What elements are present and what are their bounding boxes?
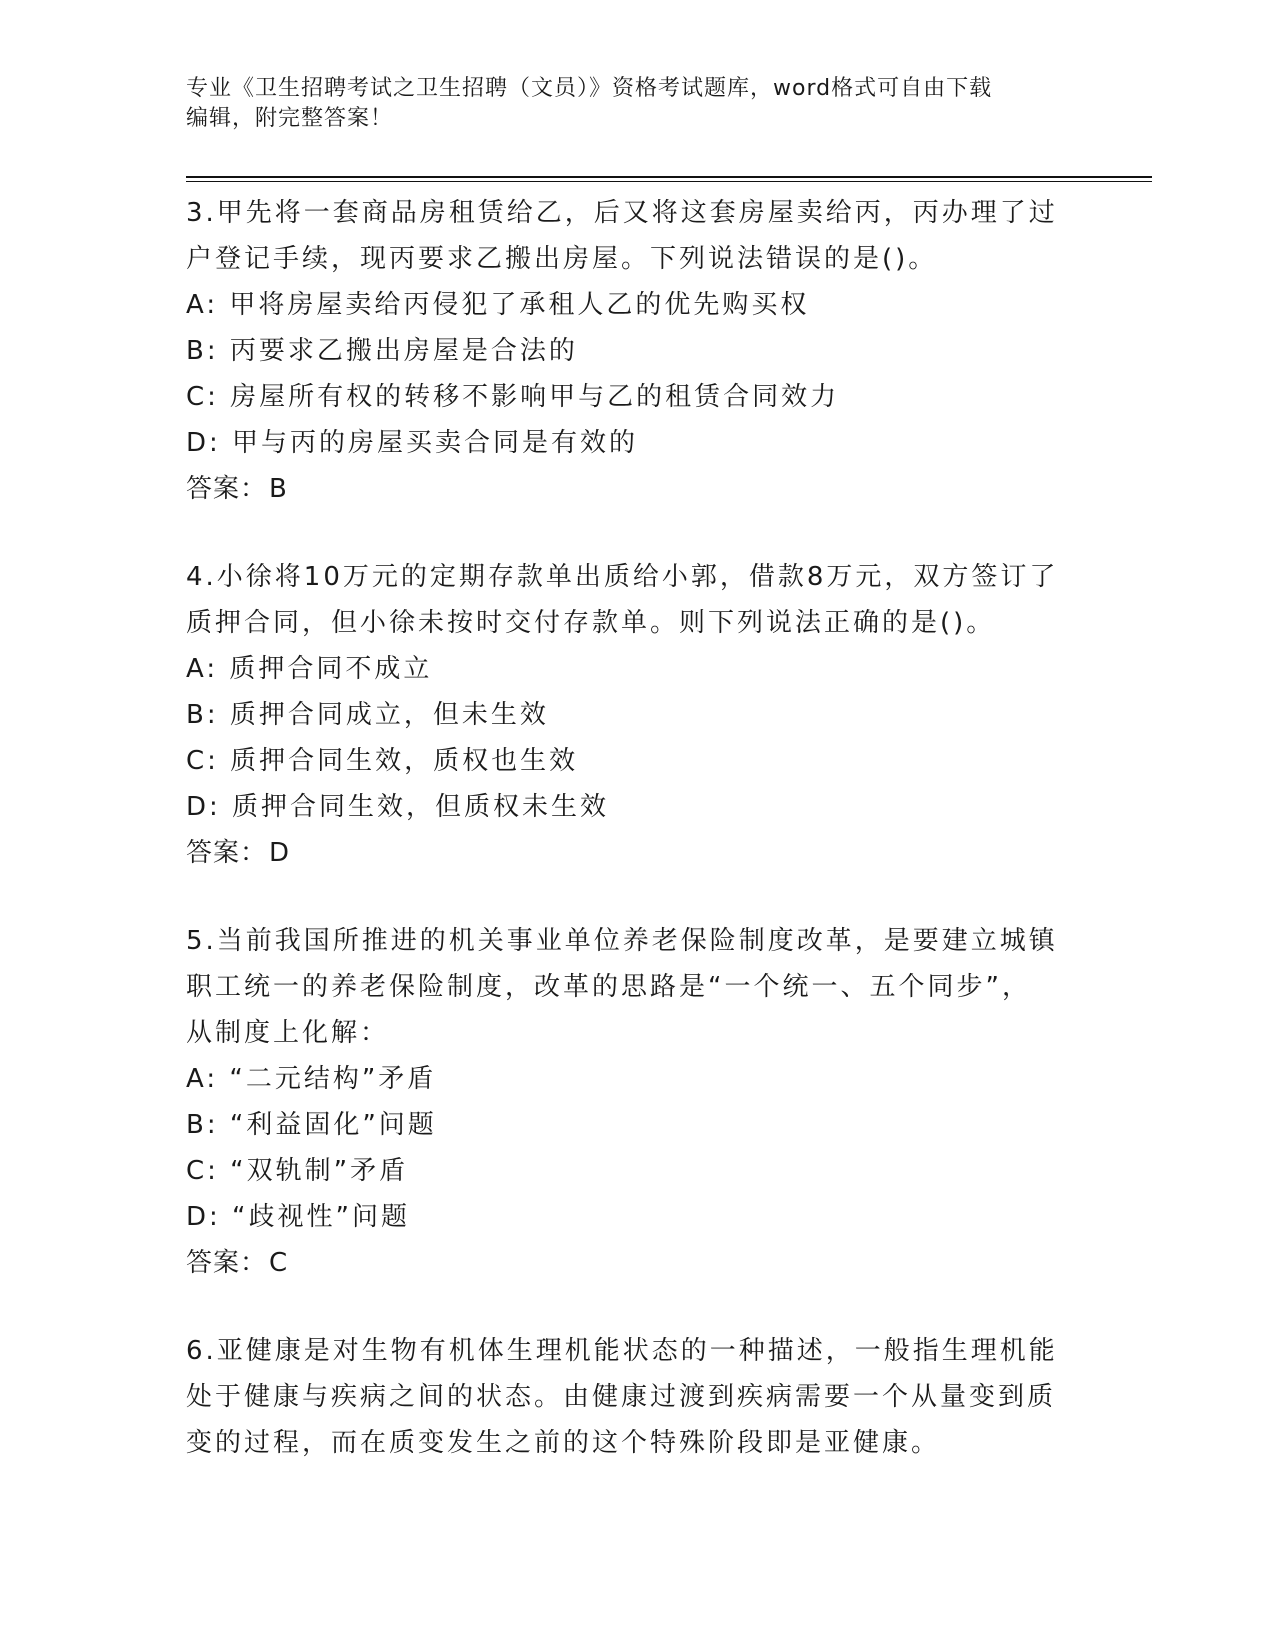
option-a: A: 甲将房屋卖给丙侵犯了承租人乙的优先购买权: [186, 290, 810, 320]
answer-line: [186, 830, 1146, 876]
answer-value: B: [269, 474, 288, 504]
question-4: [186, 554, 1146, 876]
header-line-1: 专业《卫生招聘考试之卫生招聘（文员）》资格考试题库，word格式可自由下载: [186, 76, 993, 101]
option-b: B: 丙要求乙搬出房屋是合法的: [186, 336, 578, 366]
option-d: D: 甲与丙的房屋买卖合同是有效的: [186, 428, 639, 458]
header-line-2: 编辑，附完整答案！: [186, 106, 394, 131]
document-header: [186, 74, 1086, 134]
answer-line: [186, 466, 1146, 512]
question-stem-line: 处于健康与疾病之间的状态。由健康过渡到疾病需要一个从量变到质: [186, 1382, 1057, 1412]
answer-label: 答案：: [186, 838, 268, 868]
question-stem-line: 职工统一的养老保险制度，改革的思路是“一个统一、五个同步”，: [186, 972, 1031, 1002]
option-a: A: 质押合同不成立: [186, 654, 433, 684]
option-d: D: 质押合同生效，但质权未生效: [186, 792, 610, 822]
answer-value: C: [269, 1248, 289, 1278]
option-c: C: “双轨制”矛盾: [186, 1156, 409, 1186]
option-a: A: “二元结构”矛盾: [186, 1064, 437, 1094]
question-stem-line: 从制度上化解：: [186, 1018, 390, 1048]
question-stem-line: 3.甲先将一套商品房租赁给乙，后又将这套房屋卖给丙，丙办理了过: [186, 198, 1058, 228]
question-5: [186, 918, 1146, 1286]
question-stem-line: 变的过程，而在质变发生之前的这个特殊阶段即是亚健康。: [186, 1428, 941, 1458]
question-6: [186, 1328, 1146, 1466]
option-b: B: “利益固化”问题: [186, 1110, 437, 1140]
question-stem-line: 6.亚健康是对生物有机体生理机能状态的一种描述，一般指生理机能: [186, 1336, 1058, 1366]
option-d: D: “歧视性”问题: [186, 1202, 410, 1232]
question-stem-line: 质押合同，但小徐未按时交付存款单。则下列说法正确的是()。: [186, 608, 996, 638]
question-3: [186, 190, 1146, 512]
option-b: B: 质押合同成立，但未生效: [186, 700, 549, 730]
question-stem-line: 户登记手续，现丙要求乙搬出房屋。下列说法错误的是()。: [186, 244, 938, 274]
option-c: C: 房屋所有权的转移不影响甲与乙的租赁合同效力: [186, 382, 840, 412]
header-divider-thin: [186, 181, 1152, 182]
question-stem-line: 5.当前我国所推进的机关事业单位养老保险制度改革，是要建立城镇: [186, 926, 1058, 956]
answer-value: D: [269, 838, 291, 868]
answer-label: 答案：: [186, 1248, 268, 1278]
answer-label: 答案：: [186, 474, 268, 504]
question-list: [186, 190, 1146, 1508]
option-c: C: 质押合同生效，质权也生效: [186, 746, 579, 776]
answer-line: [186, 1240, 1146, 1286]
question-stem-line: 4.小徐将10万元的定期存款单出质给小郭，借款8万元，双方签订了: [186, 562, 1059, 592]
header-divider-thick: [186, 176, 1152, 178]
